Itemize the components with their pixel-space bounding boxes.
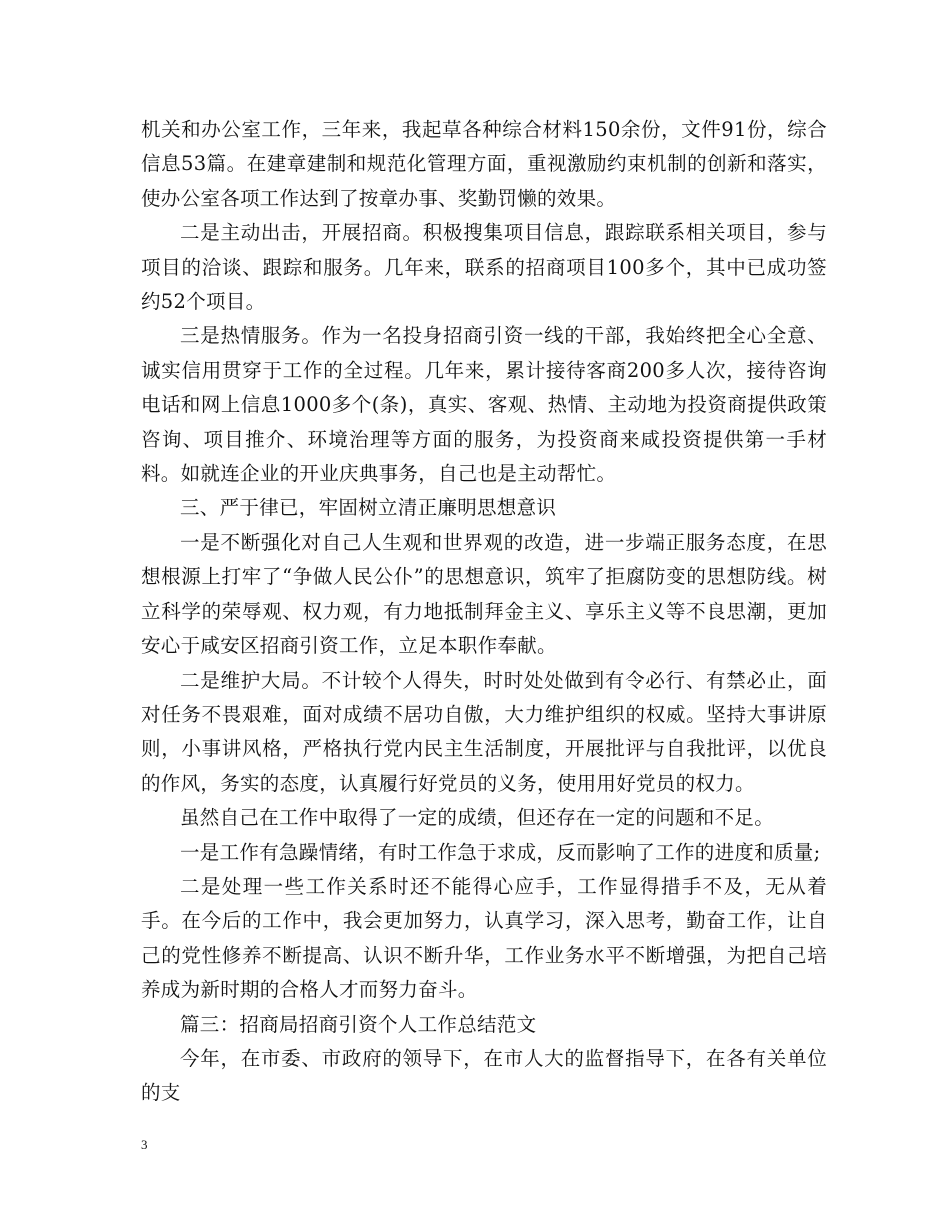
paragraph-warm-service: 三是热情服务。作为一名投身招商引资一线的干部，我始终把全心全意、诚实信用贯穿于工作的全过程。几年来，累计接待客商200多人次，接待咨询电话和网上信息1000多个(条)，真实、客观、热情、主动地为投资商提供政策咨询、项目推介、环境治理等方面的服务，为投资商来咸投资提供第一手材料。如就连企业的开业庆典事务，自己也是主动帮忙。 bbox=[141, 324, 827, 486]
document-body bbox=[141, 113, 827, 1111]
paragraph-investment-promotion: 二是主动出击，开展招商。积极搜集项目信息，跟踪联系相关项目，参与项目的洽谈、跟踪和服务。几年来，联系的招商项目100多个，其中已成功签约52个项目。 bbox=[141, 221, 827, 314]
paragraph-overall-situation: 二是维护大局。不计较个人得失，时时处处做到有令必行、有禁必止，面对任务不畏艰难，面对成绩不居功自傲，大力维护组织的权威。坚持大事讲原则，小事讲风格，严格执行党内民主生活制度，开展批评与自我批评，以优良的作风，务实的态度，认真履行好党员的义务，使用用好党员的权力。 bbox=[141, 668, 827, 795]
paragraph-chapter-three-opening: 今年，在市委、市政府的领导下，在市人大的监督指导下，在各有关单位的支 bbox=[141, 1046, 827, 1105]
page-number: 3 bbox=[141, 1137, 148, 1152]
paragraph-worldview: 一是不断强化对自己人生观和世界观的改造，进一步端正服务态度，在思想根源上打牢了“争做人民公仆”的思想意识，筑牢了拒腐防变的思想防线。树立科学的荣辱观、权力观，有力地抵制拜金主义、享乐主义等不良思潮，更加安心于咸安区招商引资工作，立足本职作奉献。 bbox=[141, 530, 827, 658]
paragraph-shortcoming-one: 一是工作有急躁情绪，有时工作急于求成，反而影响了工作的进度和质量; bbox=[180, 840, 821, 864]
paragraph-shortcoming-two: 二是处理一些工作关系时还不能得心应手，工作显得措手不及，无从着手。在今后的工作中，我会更加努力，认真学习，深入思考，勤奋工作，让自己的党性修养不断提高、认识不断升华，工作业务水平不断增强，为把自己培养成为新时期的合格人才而努力奋斗。 bbox=[141, 874, 827, 1002]
chapter-three-title: 篇三：招商局招商引资个人工作总结范文 bbox=[180, 1012, 537, 1036]
paragraph-shortcomings-intro: 虽然自己在工作中取得了一定的成绩，但还存在一定的问题和不足。 bbox=[180, 806, 775, 830]
section-heading-self-discipline: 三、严于律已，牢固树立清正廉明思想意识 bbox=[180, 496, 557, 520]
paragraph-continued: 机关和办公室工作，三年来，我起草各种综合材料150余份，文件91份，综合信息53篇。在建章建制和规范化管理方面，重视激励约束机制的创新和落实，使办公室各项工作达到了按章办事、奖勤罚懒的效果。 bbox=[141, 118, 827, 210]
